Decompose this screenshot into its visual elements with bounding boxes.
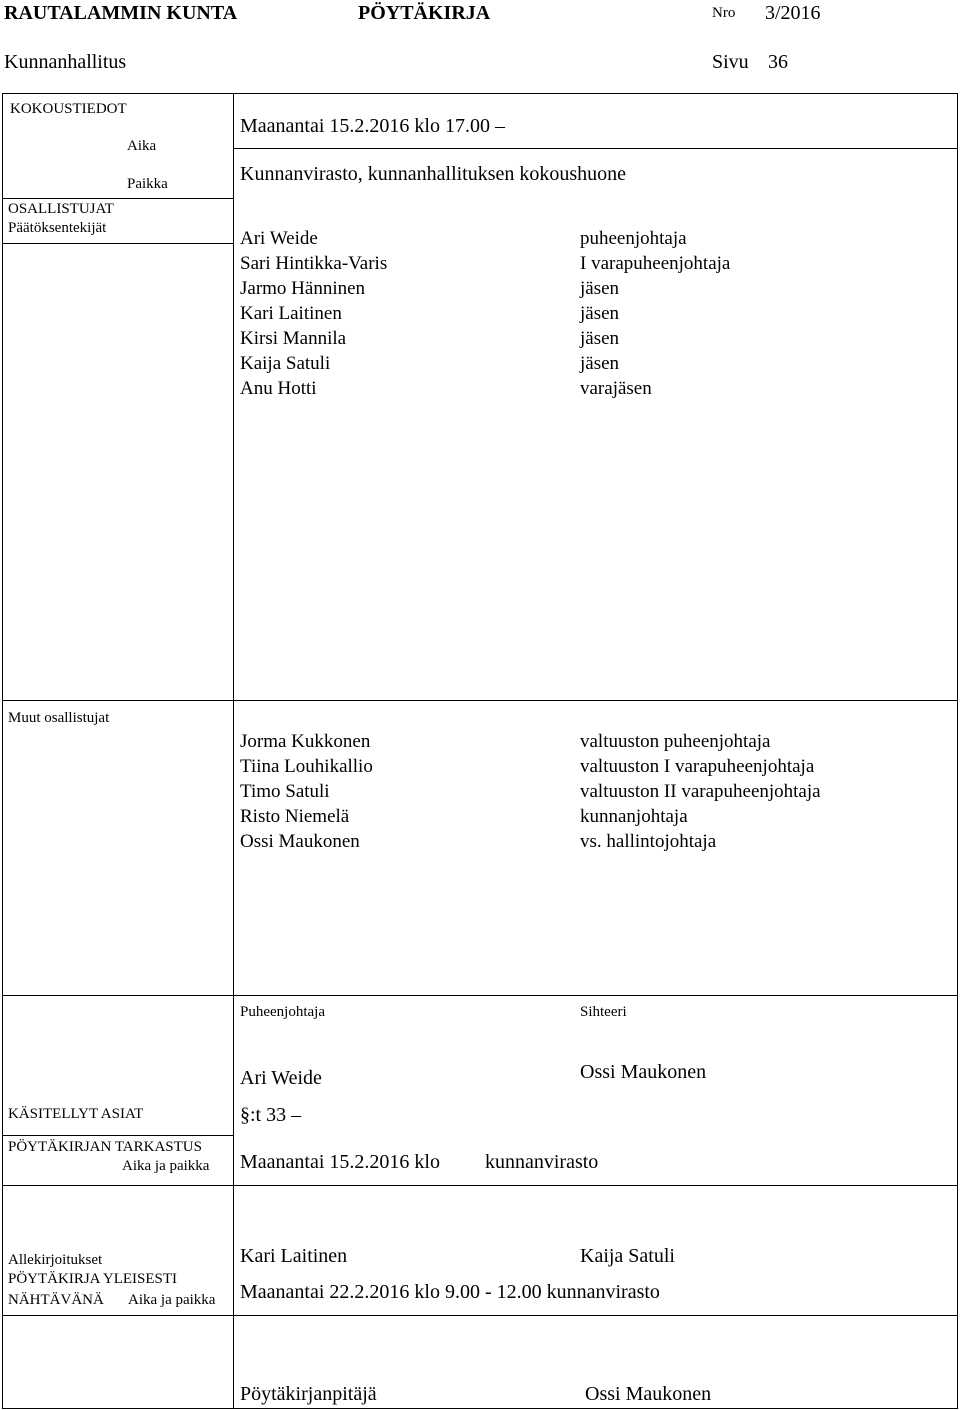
time-label: Aika (127, 138, 157, 154)
signer-2: Kaija Satuli (580, 1245, 675, 1267)
page-number: 36 (768, 51, 788, 73)
participant-name: Sari Hintikka-Varis (240, 253, 388, 274)
participant-role: jäsen (580, 353, 620, 374)
participants-label: OSALLISTUJAT (8, 201, 114, 217)
public-label-2: NÄHTÄVÄNÄ (8, 1292, 104, 1308)
participant-name: Kaija Satuli (240, 353, 331, 374)
other-role: valtuuston puheenjohtaja (580, 731, 771, 752)
signatures-label: Allekirjoitukset (8, 1252, 103, 1268)
table-right-border (957, 93, 958, 1408)
other-role: valtuuston I varapuheenjohtaja (580, 756, 815, 777)
other-role: valtuuston II varapuheenjohtaja (580, 781, 821, 802)
municipality-name: RAUTALAMMIN KUNTA (4, 2, 238, 24)
items-value: §:t 33 – (240, 1104, 302, 1126)
chair-label: Puheenjohtaja (240, 1004, 325, 1020)
participant-name: Jarmo Hänninen (240, 278, 366, 299)
time-underline (234, 148, 958, 149)
number-label: Nro (712, 5, 736, 21)
place-label: Paikka (127, 176, 168, 192)
row-divider-signatures (2, 995, 958, 996)
row-divider-items (2, 1135, 234, 1136)
row-divider-public (2, 1315, 958, 1316)
participant-role: jäsen (580, 328, 620, 349)
review-sub-label: Aika ja paikka (122, 1158, 210, 1174)
participant-roles (580, 226, 730, 401)
row-divider-participants (2, 243, 234, 244)
other-name: Tiina Louhikallio (240, 756, 373, 777)
review-place: kunnanvirasto (485, 1151, 599, 1173)
other-names (240, 729, 373, 854)
public-label: PÖYTÄKIRJA YLEISESTI (8, 1271, 178, 1287)
other-role: kunnanjohtaja (580, 806, 688, 827)
row-divider-review (2, 1185, 958, 1186)
secretary-label: Sihteeri (580, 1004, 627, 1020)
keeper-label: Pöytäkirjanpitäjä (240, 1383, 377, 1405)
participant-name: Ari Weide (240, 228, 318, 249)
column-divider (233, 93, 234, 1408)
meeting-section-label: KOKOUSTIEDOT (10, 101, 127, 117)
page-label: Sivu (712, 51, 749, 73)
items-label: KÄSITELLYT ASIAT (8, 1106, 144, 1122)
other-roles (580, 729, 821, 854)
participant-name: Anu Hotti (240, 378, 317, 399)
place-value: Kunnanvirasto, kunnanhallituksen kokoushuone (240, 163, 627, 185)
chair-name: Ari Weide (240, 1067, 322, 1089)
other-name: Ossi Maukonen (240, 831, 360, 852)
other-name: Jorma Kukkonen (240, 731, 371, 752)
participant-names (240, 226, 387, 401)
public-sub-label: Aika ja paikka (128, 1292, 216, 1308)
table-left-border (2, 93, 3, 1408)
review-label: PÖYTÄKIRJAN TARKASTUS (8, 1139, 202, 1155)
participant-role: jäsen (580, 278, 620, 299)
table-bottom-border (2, 1408, 958, 1409)
other-name: Risto Niemelä (240, 806, 350, 827)
public-value: Maanantai 22.2.2016 klo 9.00 - 12.00 kunnanvirasto (240, 1281, 660, 1303)
decision-makers-label: Päätöksentekijät (8, 220, 107, 236)
participant-name: Kari Laitinen (240, 303, 342, 324)
review-date: Maanantai 15.2.2016 klo (240, 1151, 440, 1173)
participant-role: I varapuheenjohtaja (580, 253, 731, 274)
body-name: Kunnanhallitus (4, 51, 127, 73)
secretary-name: Ossi Maukonen (580, 1061, 707, 1083)
participant-role: varajäsen (580, 378, 652, 399)
keeper-name: Ossi Maukonen (585, 1383, 712, 1405)
number-value: 3/2016 (765, 2, 821, 24)
other-participants-label: Muut osallistujat (8, 710, 110, 726)
document-type: PÖYTÄKIRJA (358, 2, 491, 24)
other-role: vs. hallintojohtaja (580, 831, 717, 852)
participant-role: jäsen (580, 303, 620, 324)
row-divider-meeting (2, 198, 234, 199)
participant-role: puheenjohtaja (580, 228, 687, 249)
row-divider-others (2, 700, 958, 701)
time-value: Maanantai 15.2.2016 klo 17.00 – (240, 115, 505, 137)
signer-1: Kari Laitinen (240, 1245, 348, 1267)
other-name: Timo Satuli (240, 781, 330, 802)
participant-name: Kirsi Mannila (240, 328, 347, 349)
table-top-border (2, 93, 958, 94)
